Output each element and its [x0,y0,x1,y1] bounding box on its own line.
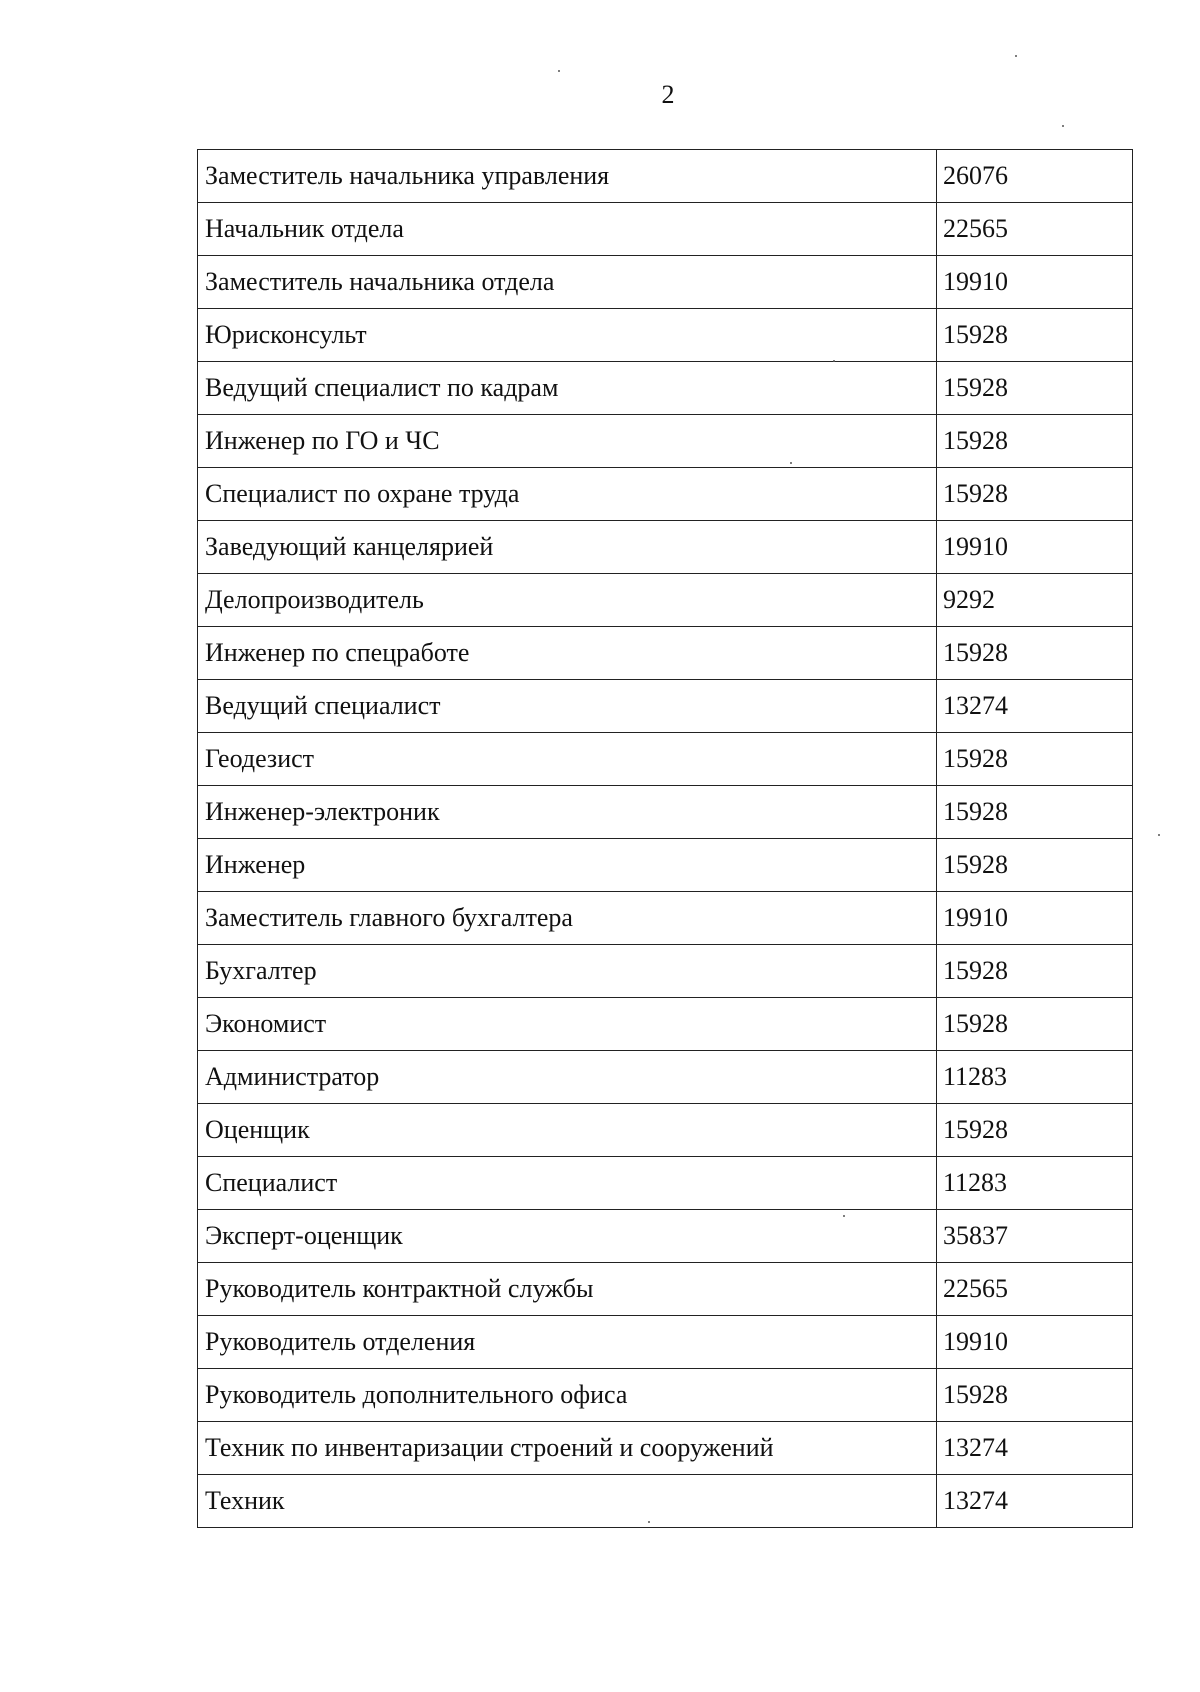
scan-speck [558,70,560,72]
table-row [198,1475,1133,1528]
table-row [198,1157,1133,1210]
position-cell: Заместитель начальника отдела [198,256,937,309]
salary-cell: 15928 [937,786,1133,839]
salary-cell: 22565 [937,203,1133,256]
position-cell: Бухгалтер [198,945,937,998]
table-row [198,1422,1133,1475]
salary-cell: 15928 [937,362,1133,415]
scan-speck [1015,55,1017,57]
table-body [198,150,1133,1528]
salary-cell: 15928 [937,627,1133,680]
position-cell: Специалист [198,1157,937,1210]
page-number: 2 [661,80,675,109]
table-row [198,1316,1133,1369]
salary-cell: 35837 [937,1210,1133,1263]
scan-speck [1158,834,1160,836]
position-cell: Руководитель контрактной службы [198,1263,937,1316]
salary-cell: 13274 [937,680,1133,733]
table-row [198,1369,1133,1422]
position-cell: Инженер-электроник [198,786,937,839]
position-cell: Ведущий специалист по кадрам [198,362,937,415]
salary-cell: 15928 [937,415,1133,468]
salary-cell: 15928 [937,1369,1133,1422]
position-cell: Заведующий канцелярией [198,521,937,574]
table-row [198,1263,1133,1316]
table-row [198,1104,1133,1157]
table-row [198,627,1133,680]
table-row [198,415,1133,468]
position-cell: Специалист по охране труда [198,468,937,521]
position-cell: Техник [198,1475,937,1528]
table-row [198,945,1133,998]
scan-speck [648,1521,650,1523]
scan-speck [833,360,835,362]
salary-cell: 13274 [937,1422,1133,1475]
table-row [198,256,1133,309]
salary-cell: 15928 [937,839,1133,892]
salary-cell: 15928 [937,733,1133,786]
table-row [198,892,1133,945]
salary-cell: 19910 [937,892,1133,945]
table-row [198,680,1133,733]
position-cell: Инженер по ГО и ЧС [198,415,937,468]
position-cell: Техник по инвентаризации строений и сооружений [198,1422,937,1475]
salary-cell: 11283 [937,1051,1133,1104]
salary-cell: 26076 [937,150,1133,203]
position-cell: Юрисконсульт [198,309,937,362]
salary-cell: 22565 [937,1263,1133,1316]
table-row [198,309,1133,362]
salary-cell: 19910 [937,1316,1133,1369]
table-row [198,574,1133,627]
salary-cell: 9292 [937,574,1133,627]
table-row [198,150,1133,203]
position-cell: Экономист [198,998,937,1051]
table-row [198,733,1133,786]
salary-cell: 13274 [937,1475,1133,1528]
table-row [198,1051,1133,1104]
table-row [198,1210,1133,1263]
position-cell: Инженер [198,839,937,892]
position-cell: Начальник отдела [198,203,937,256]
scan-speck [843,1215,845,1217]
position-cell: Эксперт-оценщик [198,1210,937,1263]
salary-cell: 15928 [937,945,1133,998]
scan-speck [1062,125,1064,127]
table-row [198,362,1133,415]
position-cell: Руководитель отделения [198,1316,937,1369]
salary-cell: 19910 [937,256,1133,309]
table-row [198,468,1133,521]
position-cell: Оценщик [198,1104,937,1157]
position-cell: Геодезист [198,733,937,786]
position-cell: Заместитель начальника управления [198,150,937,203]
table-row [198,839,1133,892]
table-row [198,203,1133,256]
position-cell: Инженер по спецработе [198,627,937,680]
position-cell: Ведущий специалист [198,680,937,733]
position-cell: Руководитель дополнительного офиса [198,1369,937,1422]
salary-cell: 15928 [937,468,1133,521]
position-cell: Заместитель главного бухгалтера [198,892,937,945]
table-row [198,521,1133,574]
position-cell: Делопроизводитель [198,574,937,627]
salary-cell: 15928 [937,1104,1133,1157]
salary-cell: 15928 [937,998,1133,1051]
scan-speck [790,462,792,464]
position-cell: Администратор [198,1051,937,1104]
table-row [198,998,1133,1051]
salary-cell: 11283 [937,1157,1133,1210]
salary-cell: 15928 [937,309,1133,362]
positions-salary-table [197,149,1133,1528]
salary-cell: 19910 [937,521,1133,574]
table-row [198,786,1133,839]
